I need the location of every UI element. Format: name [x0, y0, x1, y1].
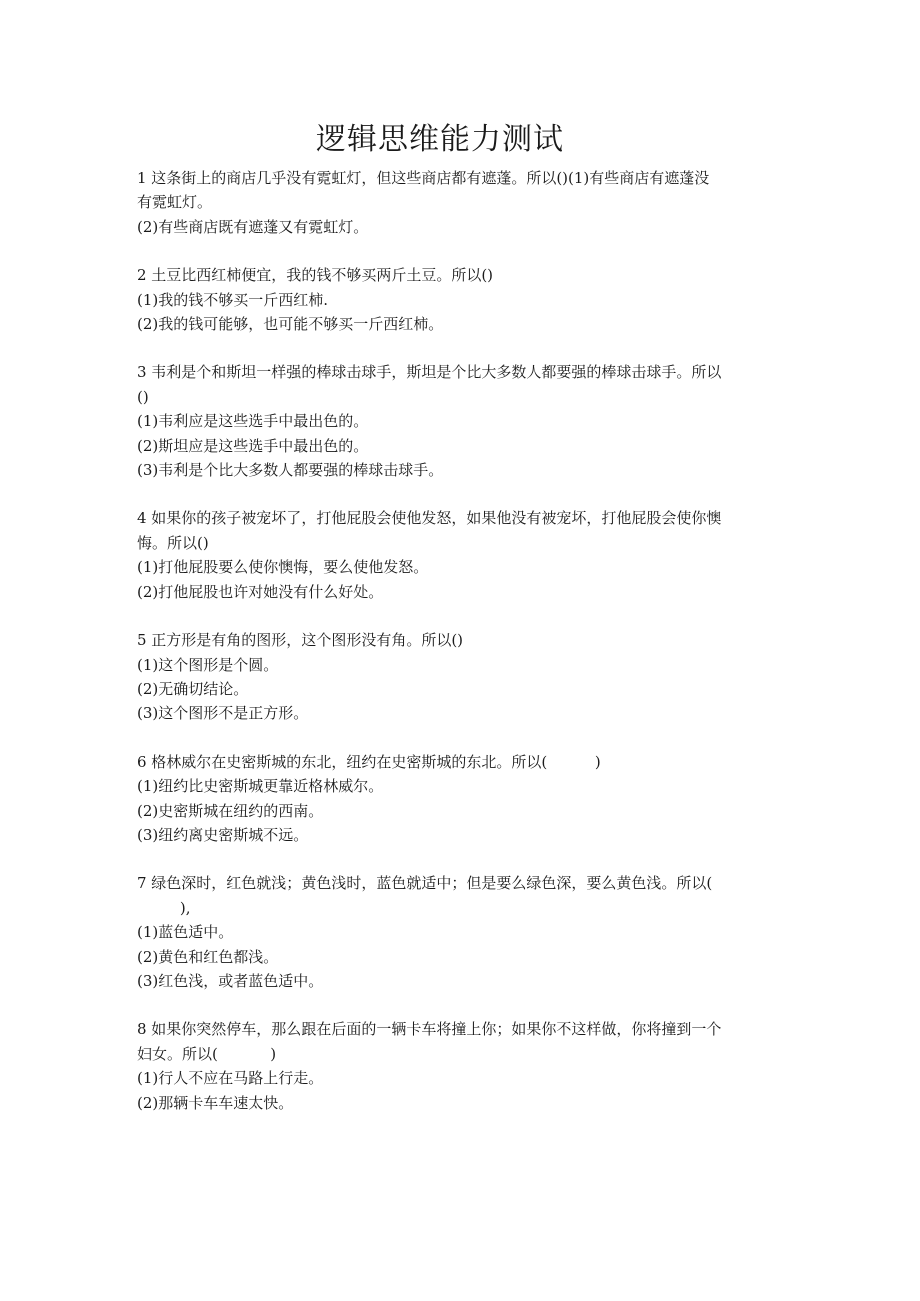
- question-line: (1)韦利应是这些选手中最出色的。: [137, 412, 369, 431]
- question-list: [137, 166, 745, 1139]
- page-title: 逻辑思维能力测试: [316, 122, 564, 157]
- question-1: [137, 166, 745, 239]
- question-4: [137, 506, 745, 604]
- question-7: [137, 871, 745, 993]
- question-text: 8 如果你突然停车，那么跟在后面的一辆卡车将撞上你；如果你不这样做，你将撞到一个: [137, 1020, 722, 1039]
- question-6: [137, 750, 745, 848]
- question-line: (1)我的钱不够买一斤西红柿.: [137, 290, 329, 309]
- question-text: 3 韦利是个和斯坦一样强的棒球击球手，斯坦是个比大多数人都要强的棒球击球手。所以: [137, 363, 722, 382]
- question-line: (1)这个图形是个圆。: [137, 655, 279, 674]
- question-line: ),: [137, 898, 191, 917]
- question-5: [137, 628, 745, 726]
- question-line: (2)黄色和红色都浅。: [137, 947, 279, 966]
- question-text: 7 绿色深时，红色就浅；黄色浅时，蓝色就适中；但是要么绿色深，要么黄色浅。所以(: [137, 874, 713, 893]
- question-line: (2)我的钱可能够，也可能不够买一斤西红柿。: [137, 315, 444, 334]
- question-line: (2)打他屁股也许对她没有什么好处。: [137, 582, 384, 601]
- question-line: (3)韦利是个比大多数人都要强的棒球击球手。: [137, 461, 444, 480]
- question-text: 5 正方形是有角的图形，这个图形没有角。所以(): [137, 631, 464, 650]
- question-2: [137, 263, 745, 336]
- question-line: (1)纽约比史密斯城更靠近格林威尔。: [137, 777, 384, 796]
- question-line: (): [137, 387, 149, 406]
- question-8: [137, 1017, 745, 1115]
- question-text: 4 如果你的孩子被宠坏了，打他屁股会使他发怒，如果他没有被宠坏，打他屁股会使你懊: [137, 509, 722, 528]
- question-3: [137, 360, 745, 482]
- question-line: (2)那辆卡车车速太快。: [137, 1093, 294, 1112]
- question-line: 悔。所以(): [137, 533, 209, 552]
- question-line: (3)纽约离史密斯城不远。: [137, 825, 309, 844]
- question-text: 1 这条街上的商店几乎没有霓虹灯，但这些商店都有遮蓬。所以()(1)有些商店有遮蓬没: [137, 169, 710, 187]
- question-text: 6 格林威尔在史密斯城的东北，纽约在史密斯城的东北。所以( ): [137, 752, 601, 771]
- question-line: 有霓虹灯。: [137, 193, 213, 212]
- question-line: (1)打他屁股要么使你懊悔，要么使他发怒。: [137, 558, 429, 577]
- question-line: 妇女。所以( ): [137, 1044, 277, 1063]
- question-line: (2)有些商店既有遮蓬又有霓虹灯。: [137, 217, 369, 236]
- question-line: (3)红色浅，或者蓝色适中。: [137, 971, 324, 990]
- question-text: 2 土豆比西红柿便宜，我的钱不够买两斤土豆。所以(): [137, 266, 494, 285]
- question-line: (2)史密斯城在纽约的西南。: [137, 801, 324, 820]
- question-line: (2)斯坦应是这些选手中最出色的。: [137, 436, 369, 455]
- question-line: (2)无确切结论。: [137, 679, 249, 698]
- question-line: (1)行人不应在马路上行走。: [137, 1069, 324, 1088]
- question-line: (3)这个图形不是正方形。: [137, 704, 309, 723]
- question-line: (1)蓝色适中。: [137, 923, 234, 942]
